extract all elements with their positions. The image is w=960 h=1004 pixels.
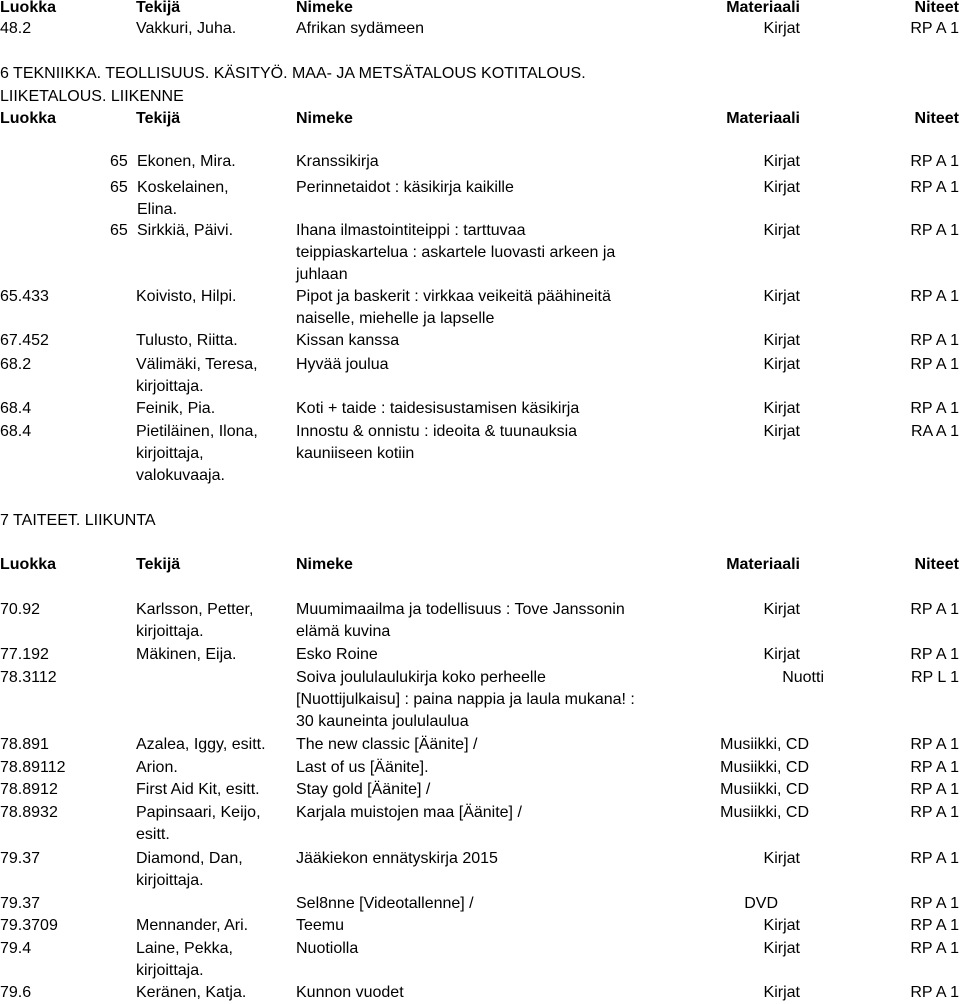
section-title: 7 TAITEET. LIIKUNTA [0,512,156,529]
cell-luokka: 68.2 [0,356,32,373]
cell-luokka: 48.2 [0,20,32,37]
cell-tekija: Mennander, Ari. [136,917,249,934]
cell-materiaali: Musiikki, CD [720,736,809,753]
cell-nimeke: Soiva joululaulukirja koko perheelle [296,669,546,686]
cell-materiaali: Kirjat [763,179,800,196]
cell-nimeke: Hyvää joulua [296,356,389,373]
table-header [0,554,960,576]
header-materiaali: Materiaali [726,556,800,573]
cell-tekija: Laine, Pekka, [136,940,233,957]
cell-nimeke-line2: naiselle, miehelle ja lapselle [296,310,495,327]
cell-tekija: Azalea, Iggy, esitt. [136,736,266,753]
cell-nimeke-line2: elämä kuvina [296,623,391,640]
header-nimeke: Nimeke [296,556,353,573]
table-row [0,734,960,756]
cell-materiaali: DVD [744,895,778,912]
cell-tekija: First Aid Kit, esitt. [136,781,260,798]
cell-niteet: RP A 1 [910,759,959,776]
cell-luokka: 78.89112 [0,759,66,776]
cell-nimeke: Perinnetaidot : käsikirja kaikille [296,179,514,196]
cell-tekija: Arion. [136,759,178,776]
cell-nimeke: Kranssikirja [296,153,379,170]
cell-tekija-line2: kirjoittaja. [136,623,204,640]
cell-nimeke: Karjala muistojen maa [Äänite] / [296,804,522,821]
table-row [0,151,960,173]
cell-nimeke-line2: kauniiseen kotiin [296,445,415,462]
cell-niteet: RP A 1 [910,646,959,663]
header-luokka: Luokka [0,110,57,127]
cell-materiaali: Kirjat [763,288,800,305]
cell-nimeke: Innostu & onnistu : ideoita & tuunauksia [296,423,578,440]
table-row [0,667,960,730]
cell-luokka: 79.37 [0,850,41,867]
table-row [0,779,960,801]
cell-materiaali: Kirjat [763,984,800,1001]
table-row [0,18,960,40]
header-tekija: Tekijä [136,556,181,573]
cell-tekija-line2: Elina. [137,201,178,218]
cell-luokka: 65 [110,179,128,196]
cell-tekija-line3: valokuvaaja. [136,467,225,484]
cell-niteet: RP A 1 [910,222,959,239]
cell-luokka: 77.192 [0,646,49,663]
cell-materiaali: Nuotti [782,669,824,686]
table-row [0,802,960,843]
cell-nimeke-line2: teippiaskartelua : askartele luovasti arkeen ja [296,244,616,261]
cell-nimeke: Teemu [296,917,345,934]
cell-nimeke: Koti + taide : taidesisustamisen käsikirja [296,400,580,417]
table-row [0,915,960,937]
cell-materiaali: Kirjat [763,940,800,957]
cell-nimeke: Kissan kanssa [296,332,400,349]
cell-nimeke: Last of us [Äänite]. [296,759,429,776]
table-row [0,421,960,484]
cell-niteet: RP A 1 [910,917,959,934]
cell-nimeke: Muumimaailma ja todellisuus : Tove Janssonin [296,601,625,618]
cell-tekija-line2: kirjoittaja. [136,378,204,395]
table-row [0,938,960,979]
cell-tekija: Feinik, Pia. [136,400,216,417]
cell-niteet: RP A 1 [910,153,959,170]
header-nimeke: Nimeke [296,110,353,127]
cell-luokka: 78.8912 [0,781,58,798]
header-materiaali: Materiaali [726,110,800,127]
table-row [0,330,960,352]
section-title-line2: LIIKETALOUS. LIIKENNE [0,88,184,105]
cell-materiaali: Kirjat [763,400,800,417]
cell-materiaali: Kirjat [763,601,800,618]
header-niteet: Niteet [914,0,959,16]
cell-nimeke-line3: juhlaan [296,266,348,283]
cell-luokka: 78.891 [0,736,49,753]
cell-niteet: RP A 1 [910,400,959,417]
cell-niteet: RP L 1 [910,669,959,686]
header-nimeke: Nimeke [296,0,353,16]
header-tekija: Tekijä [136,0,181,16]
cell-tekija-line2: kirjoittaja. [136,962,204,979]
table-row [0,354,960,395]
cell-niteet: RP A 1 [910,984,959,1001]
cell-materiaali: Kirjat [763,222,800,239]
cell-materiaali: Kirjat [763,423,800,440]
table-row [0,599,960,640]
cell-niteet: RP A 1 [910,804,959,821]
cell-luokka: 65 [110,222,128,239]
cell-nimeke: Jääkiekon ennätyskirja 2015 [296,850,498,867]
cell-niteet: RP A 1 [910,332,959,349]
cell-tekija: Tulusto, Riitta. [136,332,238,349]
table-row [0,893,960,915]
cell-luokka: 67.452 [0,332,49,349]
cell-nimeke: Sel8nne [Videotallenne] / [296,895,474,912]
cell-nimeke-line2: [Nuottijulkaisu] : paina nappia ja laula mukana! : [296,691,635,708]
cell-tekija: Keränen, Katja. [136,984,247,1001]
header-niteet: Niteet [914,556,959,573]
cell-niteet: RP A 1 [910,601,959,618]
cell-nimeke: The new classic [Äänite] / [296,736,478,753]
cell-luokka: 79.4 [0,940,32,957]
cell-niteet: RP A 1 [910,288,959,305]
cell-niteet: RP A 1 [910,20,959,37]
cell-luokka: 78.3112 [0,669,57,686]
cell-luokka: 70.92 [0,601,41,618]
cell-tekija: Karlsson, Petter, [136,601,254,618]
cell-tekija-line2: kirjoittaja. [136,872,204,889]
cell-nimeke: Pipot ja baskerit : virkkaa veikeitä päähineitä [296,288,611,305]
header-niteet: Niteet [914,110,959,127]
cell-tekija: Koskelainen, [137,179,229,196]
cell-luokka: 79.37 [0,895,41,912]
cell-materiaali: Kirjat [763,917,800,934]
table-row [0,848,960,889]
cell-tekija: Ekonen, Mira. [137,153,236,170]
cell-materiaali: Musiikki, CD [720,781,809,798]
section-title: 6 TEKNIIKKA. TEOLLISUUS. KÄSITYÖ. MAA- JA METSÄTALOUS KOTITALOUS. [0,65,586,82]
cell-niteet: RP A 1 [910,850,959,867]
cell-nimeke: Nuotiolla [296,940,359,957]
header-materiaali: Materiaali [726,0,800,16]
cell-tekija: Koivisto, Hilpi. [136,288,237,305]
cell-luokka: 79.3709 [0,917,58,934]
cell-tekija: Papinsaari, Keijo, [136,804,261,821]
cell-materiaali: Musiikki, CD [720,804,809,821]
table-row [0,220,960,283]
table-row [0,982,960,1004]
cell-niteet: RP A 1 [910,736,959,753]
cell-materiaali: Kirjat [763,332,800,349]
cell-materiaali: Kirjat [763,356,800,373]
cell-materiaali: Kirjat [763,153,800,170]
cell-luokka: 79.6 [0,984,32,1001]
cell-materiaali: Musiikki, CD [720,759,809,776]
cell-tekija: Mäkinen, Eija. [136,646,237,663]
cell-tekija: Välimäki, Teresa, [136,356,258,373]
cell-nimeke: Afrikan sydämeen [296,20,425,37]
cell-luokka: 68.4 [0,400,32,417]
table-row [0,398,960,420]
cell-nimeke-line3: 30 kauneinta joululaulua [296,713,469,730]
cell-tekija: Pietiläinen, Ilona, [136,423,258,440]
table-header [0,0,960,19]
header-luokka: Luokka [0,556,57,573]
cell-niteet: RP A 1 [910,781,959,798]
cell-materiaali: Kirjat [763,20,800,37]
table-header [0,108,960,130]
cell-niteet: RP A 1 [910,356,959,373]
cell-tekija: Sirkkiä, Päivi. [137,222,234,239]
table-row [0,644,960,666]
header-luokka: Luokka [0,0,57,16]
table-row [0,286,960,327]
cell-tekija-line2: esitt. [136,826,170,843]
cell-nimeke: Esko Roine [296,646,378,663]
cell-luokka: 78.8932 [0,804,58,821]
cell-niteet: RP A 1 [910,895,959,912]
cell-materiaali: Kirjat [763,646,800,663]
header-tekija: Tekijä [136,110,181,127]
cell-tekija: Vakkuri, Juha. [136,20,237,37]
cell-luokka: 68.4 [0,423,32,440]
cell-tekija: Diamond, Dan, [136,850,243,867]
cell-tekija-line2: kirjoittaja, [136,445,204,462]
cell-nimeke: Kunnon vuodet [296,984,404,1001]
cell-nimeke: Stay gold [Äänite] / [296,781,431,798]
cell-niteet: RA A 1 [910,423,959,440]
cell-materiaali: Kirjat [763,850,800,867]
cell-luokka: 65.433 [0,288,49,305]
table-row [0,177,960,218]
cell-nimeke: Ihana ilmastointiteippi : tarttuvaa [296,222,526,239]
table-row [0,757,960,779]
cell-niteet: RP A 1 [910,940,959,957]
cell-luokka: 65 [110,153,128,170]
cell-niteet: RP A 1 [910,179,959,196]
